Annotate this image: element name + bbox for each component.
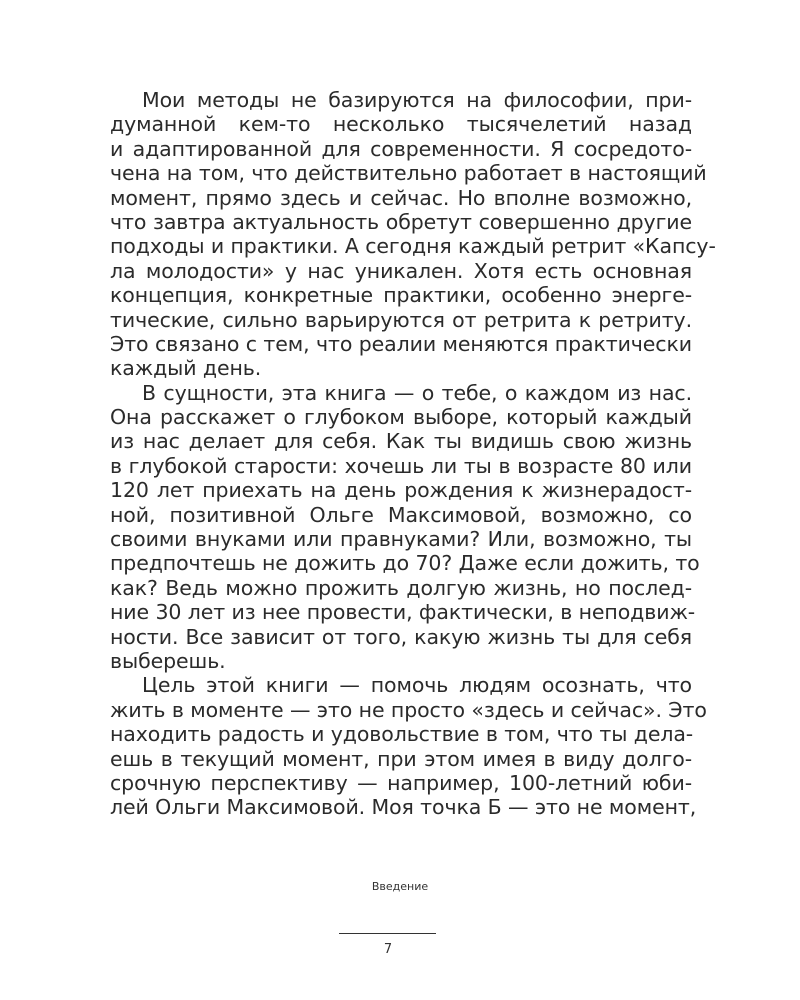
text-line: из нас делает для себя. Как ты видишь свою жизнь: [110, 429, 692, 454]
text-line: Она расскажет о глубоком выборе, который каждый: [110, 405, 692, 430]
text-line: ла молодости» у нас уникален. Хотя есть основная: [110, 258, 692, 283]
text-line: предпочтешь не дожить до 70? Даже если дожить, то: [110, 551, 700, 576]
text-line: момент, прямо здесь и сейчас. Но вполне возможно,: [110, 185, 692, 210]
text-line: своими внуками или правнуками? Или, возможно, ты: [110, 527, 692, 552]
body-text: [110, 88, 716, 820]
page-number: 7: [383, 942, 393, 957]
footer-divider: [339, 933, 436, 934]
text-line: чена на том, что действительно работает в настоящий: [110, 161, 707, 186]
text-line: концепция, конкретные практики, особенно энерге-: [110, 283, 692, 308]
text-line: подходы и практики. А сегодня каждый ретрит «Капсу-: [110, 234, 716, 259]
running-footer-section-title: Введение: [371, 880, 429, 893]
text-line: что завтра актуальность обретут совершенно другие: [110, 209, 692, 234]
text-line: В сущности, эта книга — о тебе, о каждом из нас.: [142, 380, 692, 405]
text-line: Мои методы не базируются на философии, при-: [142, 88, 692, 112]
text-line: ности. Все зависит от того, какую жизнь ты для себя: [110, 624, 692, 649]
text-line: каждый день.: [110, 356, 262, 381]
text-line: ной, позитивной Ольге Максимовой, возможно, со: [110, 502, 692, 527]
text-line: как? Ведь можно прожить долгую жизнь, но послед-: [110, 575, 692, 600]
text-line: и адаптированной для современности. Я сосредото-: [110, 136, 692, 161]
text-line: тические, сильно варьируются от ретрита к ретриту.: [110, 307, 692, 332]
text-line: в глубокой старости: хочешь ли ты в возрасте 80 или: [110, 453, 692, 478]
text-line: Цель этой книги — помочь людям осознать, что: [142, 673, 692, 698]
text-line: ние 30 лет из нее провести, фактически, в неподвиж-: [110, 600, 696, 625]
text-line: думанной кем-то несколько тысячелетий назад: [110, 112, 692, 137]
text-line: выберешь.: [110, 648, 226, 673]
text-line: Это связано с тем, что реалии меняются практически: [110, 331, 692, 356]
text-line: находить радость и удовольствие в том, что ты дела-: [110, 722, 694, 747]
text-line: срочную перспективу — например, 100-летний юби-: [110, 770, 692, 795]
text-line: жить в моменте — это не просто «здесь и сейчас». Это: [110, 697, 707, 722]
text-line: ешь в текущий момент, при этом имея в виду долго-: [110, 746, 692, 771]
text-line: 120 лет приехать на день рождения к жизнерадост-: [110, 478, 692, 503]
text-line: лей Ольги Максимовой. Моя точка Б — это не момент,: [110, 795, 697, 820]
